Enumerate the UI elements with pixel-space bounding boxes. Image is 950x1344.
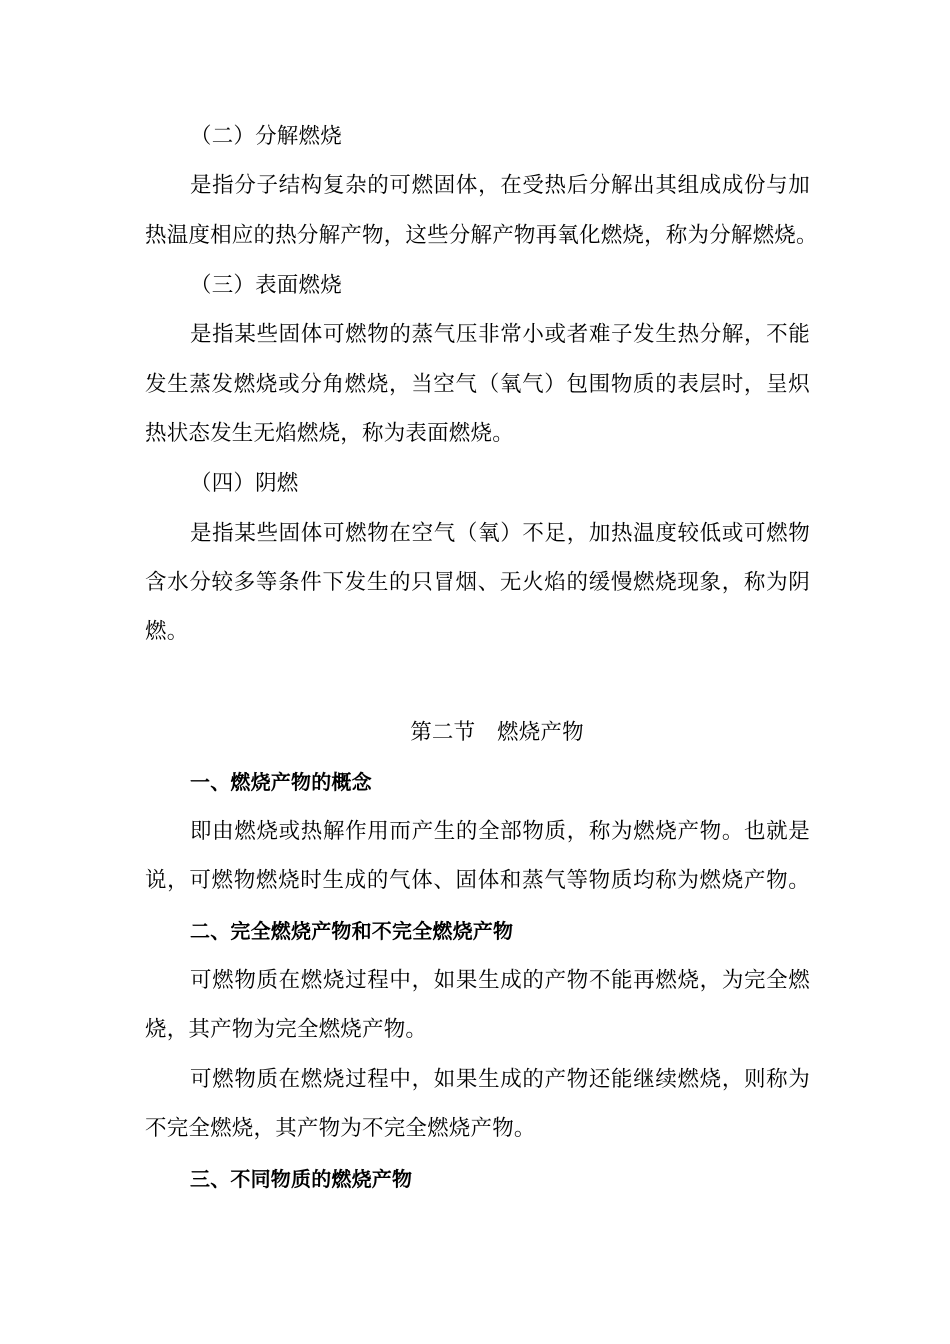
paragraph-line: 燃。 <box>145 619 189 644</box>
paragraph-line: 热温度相应的热分解产物，这些分解产物再氧化燃烧，称为分解燃烧。 <box>145 223 818 248</box>
paragraph-line: 是指某些固体可燃物在空气（氧）不足，加热温度较低或可燃物 <box>190 521 810 546</box>
heading-different-substances-products: 三、不同物质的燃烧产物 <box>190 1167 413 1191</box>
paragraph-line: 说，可燃物燃烧时生成的气体、固体和蒸气等物质均称为燃烧产物。 <box>145 868 810 893</box>
paragraph-line: 含水分较多等条件下发生的只冒烟、无火焰的缓慢燃烧现象，称为阴 <box>145 570 810 595</box>
paragraph-line: 发生蒸发燃烧或分角燃烧，当空气（氧气）包围物质的表层时，呈炽 <box>145 372 810 397</box>
paragraph-line: 可燃物质在燃烧过程中，如果生成的产物还能继续燃烧，则称为 <box>190 1067 810 1092</box>
subheading-surface-combustion: （三）表面燃烧 <box>190 273 342 298</box>
subheading-smoldering: （四）阴燃 <box>190 471 299 496</box>
heading-complete-incomplete-products: 二、完全燃烧产物和不完全燃烧产物 <box>190 919 514 943</box>
paragraph-line: 热状态发生无焰燃烧，称为表面燃烧。 <box>145 421 514 446</box>
paragraph-line: 烧，其产物为完全燃烧产物。 <box>145 1017 428 1042</box>
paragraph-line: 即由燃烧或热解作用而产生的全部物质，称为燃烧产物。也就是 <box>190 819 810 844</box>
paragraph-line: 是指某些固体可燃物的蒸气压非常小或者难子发生热分解，不能 <box>190 322 810 347</box>
paragraph-line: 不完全燃烧，其产物为不完全燃烧产物。 <box>145 1116 536 1141</box>
paragraph-line: 可燃物质在燃烧过程中，如果生成的产物不能再燃烧，为完全燃 <box>190 968 810 993</box>
heading-combustion-products-concept: 一、燃烧产物的概念 <box>190 770 372 794</box>
section-title: 第二节 燃烧产物 <box>410 720 584 745</box>
paragraph-line: 是指分子结构复杂的可燃固体，在受热后分解出其组成成份与加 <box>190 173 810 198</box>
subheading-decomposition-combustion: （二）分解燃烧 <box>190 124 342 149</box>
